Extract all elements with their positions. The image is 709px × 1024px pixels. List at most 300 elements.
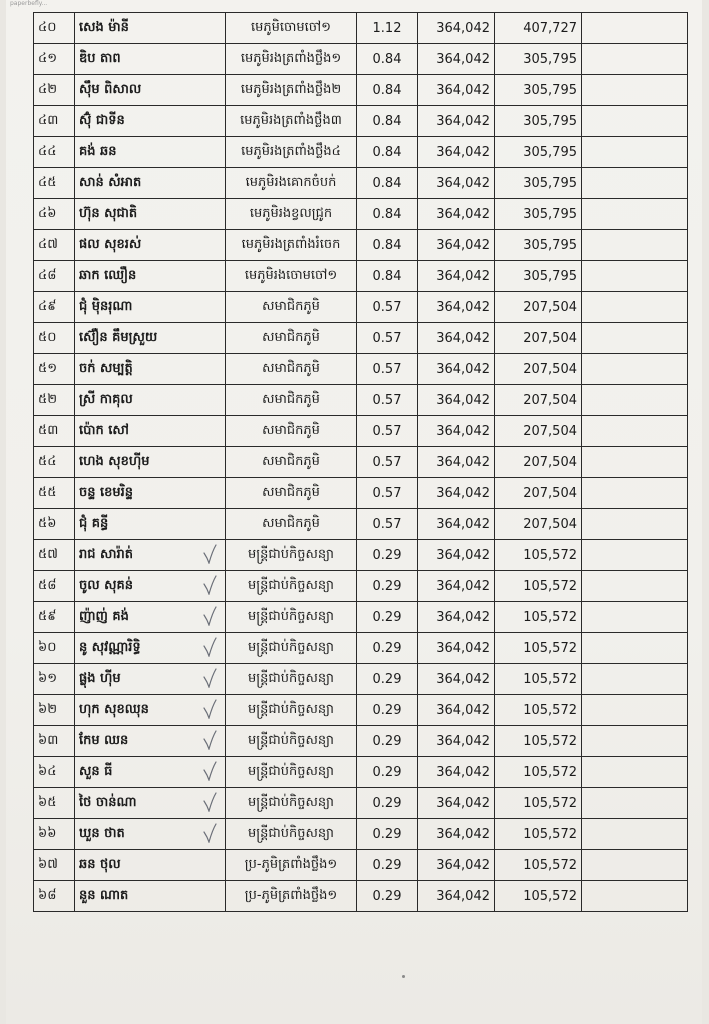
table-row (34, 540, 688, 571)
name-cell (75, 416, 226, 447)
amount-text: 305,795 (523, 237, 577, 253)
base-salary-cell (418, 509, 495, 540)
table-row (34, 695, 688, 726)
name-cell (75, 292, 226, 323)
position-cell (226, 354, 357, 385)
amount-cell (495, 509, 582, 540)
row-number-cell (34, 695, 75, 726)
position-cell (226, 695, 357, 726)
row-number-cell (34, 819, 75, 850)
coefficient-text: 0.57 (372, 392, 402, 408)
table-row (34, 75, 688, 106)
name-text: នួន ណាត (79, 887, 129, 903)
name-text: គង់ ឆន (79, 143, 117, 159)
base-salary-cell (418, 757, 495, 788)
position-cell (226, 757, 357, 788)
table-row (34, 261, 688, 292)
name-text: នូ សុវណ្ណារិទ្ធិ (79, 639, 141, 655)
row-number-cell (34, 137, 75, 168)
base-salary-cell (418, 819, 495, 850)
position-cell (226, 602, 357, 633)
signature-cell (582, 788, 688, 819)
coefficient-text: 0.57 (372, 299, 402, 315)
coefficient-cell (357, 633, 418, 664)
position-text: ប្រ-ភូមិត្រពាំងថ្លឹង១ (244, 856, 338, 872)
signature-cell (582, 385, 688, 416)
coefficient-text: 0.84 (372, 206, 402, 222)
base-salary-cell (418, 478, 495, 509)
position-cell (226, 447, 357, 478)
position-text: សមាជិកភូមិ (262, 453, 320, 469)
table-row (34, 881, 688, 912)
amount-cell (495, 757, 582, 788)
name-cell (75, 230, 226, 261)
name-text: សាន់ សំអាត (79, 174, 142, 190)
name-cell (75, 323, 226, 354)
base-salary-text: 364,042 (436, 392, 490, 408)
handwritten-check-mark-icon (203, 637, 217, 657)
coefficient-cell (357, 292, 418, 323)
position-text: មន្ត្រីជាប់កិច្ចសន្យា (248, 670, 334, 686)
name-cell (75, 106, 226, 137)
position-cell (226, 571, 357, 602)
position-text: សមាជិកភូមិ (262, 422, 320, 438)
coefficient-cell (357, 323, 418, 354)
position-text: មន្ត្រីជាប់កិច្ចសន្យា (248, 732, 334, 748)
base-salary-cell (418, 447, 495, 478)
row-number-text: ៥៧ (38, 546, 58, 562)
base-salary-cell (418, 354, 495, 385)
coefficient-text: 0.84 (372, 144, 402, 160)
row-number-text: ៥៦ (38, 515, 57, 531)
position-text: មន្ត្រីជាប់កិច្ចសន្យា (248, 794, 334, 810)
name-cell (75, 199, 226, 230)
coefficient-text: 0.29 (372, 888, 402, 904)
base-salary-cell (418, 726, 495, 757)
base-salary-text: 364,042 (436, 175, 490, 191)
coefficient-text: 0.57 (372, 330, 402, 346)
name-cell (75, 44, 226, 75)
row-number-text: ៤៨ (38, 267, 57, 283)
amount-cell (495, 633, 582, 664)
base-salary-text: 364,042 (436, 113, 490, 129)
name-text: ផល សុខរស់ (79, 236, 142, 252)
signature-cell (582, 44, 688, 75)
signature-cell (582, 478, 688, 509)
row-number-text: ៦៥ (38, 794, 57, 810)
amount-cell (495, 695, 582, 726)
handwritten-check-mark-icon (203, 575, 217, 595)
signature-cell (582, 633, 688, 664)
table-row (34, 168, 688, 199)
handwritten-check-mark-icon (203, 699, 217, 719)
table-row (34, 199, 688, 230)
row-number-text: ៥១ (38, 360, 58, 376)
coefficient-cell (357, 168, 418, 199)
coefficient-cell (357, 757, 418, 788)
name-text: ស៊ឿន គឹមស្រួយ (79, 329, 158, 345)
table-row (34, 602, 688, 633)
signature-cell (582, 664, 688, 695)
row-number-cell (34, 44, 75, 75)
amount-text: 207,504 (523, 423, 577, 439)
row-number-cell (34, 664, 75, 695)
coefficient-text: 0.57 (372, 454, 402, 470)
coefficient-cell (357, 447, 418, 478)
coefficient-cell (357, 137, 418, 168)
row-number-text: ៥៨ (38, 577, 57, 593)
name-text: ឆន ថុល (79, 856, 121, 872)
base-salary-text: 364,042 (436, 237, 490, 253)
amount-text: 105,572 (523, 640, 577, 656)
signature-cell (582, 416, 688, 447)
coefficient-text: 0.29 (372, 578, 402, 594)
row-number-text: ៤៧ (38, 236, 58, 252)
table-row (34, 509, 688, 540)
position-text: សមាជិកភូមិ (262, 391, 320, 407)
position-text: មេភូមិរងត្រពាំងថ្លឹង១ (240, 50, 342, 66)
position-text: សមាជិកភូមិ (262, 298, 320, 314)
position-cell (226, 788, 357, 819)
amount-text: 305,795 (523, 113, 577, 129)
row-number-text: ៤៩ (38, 298, 57, 314)
position-cell (226, 540, 357, 571)
name-text: កែម ឈន (79, 732, 129, 748)
name-text: ស៊ឹម ពិសាល (79, 81, 142, 97)
base-salary-text: 364,042 (436, 51, 490, 67)
base-salary-text: 364,042 (436, 144, 490, 160)
amount-cell (495, 602, 582, 633)
coefficient-text: 0.29 (372, 733, 402, 749)
position-cell (226, 509, 357, 540)
coefficient-cell (357, 602, 418, 633)
base-salary-text: 364,042 (436, 671, 490, 687)
amount-text: 305,795 (523, 144, 577, 160)
position-text: មន្ត្រីជាប់កិច្ចសន្យា (248, 825, 334, 841)
amount-cell (495, 664, 582, 695)
base-salary-cell (418, 540, 495, 571)
base-salary-text: 364,042 (436, 361, 490, 377)
name-cell (75, 509, 226, 540)
table-row (34, 44, 688, 75)
amount-cell (495, 323, 582, 354)
amount-text: 105,572 (523, 826, 577, 842)
position-text: មេភូមិរងត្រពាំងថ្លឹង៣ (240, 112, 342, 128)
table-row (34, 850, 688, 881)
coefficient-text: 0.84 (372, 113, 402, 129)
signature-cell (582, 726, 688, 757)
amount-text: 207,504 (523, 330, 577, 346)
base-salary-text: 364,042 (436, 423, 490, 439)
base-salary-text: 364,042 (436, 795, 490, 811)
base-salary-text: 364,042 (436, 578, 490, 594)
name-cell (75, 168, 226, 199)
coefficient-text: 0.29 (372, 609, 402, 625)
row-number-text: ៥០ (38, 329, 57, 345)
row-number-text: ៥៤ (38, 453, 57, 469)
handwritten-check-mark-icon (203, 792, 217, 812)
position-cell (226, 230, 357, 261)
row-number-cell (34, 230, 75, 261)
name-text: ចូល សុគន់ (79, 577, 134, 593)
position-text: មេភូមិរងត្រពាំងរំចេក (241, 236, 341, 252)
signature-cell (582, 881, 688, 912)
table-row (34, 819, 688, 850)
amount-cell (495, 199, 582, 230)
position-text: មេភូមិរងចោមចៅ១ (244, 267, 338, 283)
amount-cell (495, 137, 582, 168)
position-cell (226, 44, 357, 75)
amount-text: 305,795 (523, 82, 577, 98)
row-number-text: ៦៤ (38, 763, 57, 779)
row-number-text: ៤០ (38, 19, 57, 35)
coefficient-text: 0.29 (372, 640, 402, 656)
name-cell (75, 664, 226, 695)
coefficient-cell (357, 13, 418, 44)
row-number-cell (34, 726, 75, 757)
row-number-text: ៥៥ (38, 484, 57, 500)
amount-text: 305,795 (523, 268, 577, 284)
base-salary-cell (418, 199, 495, 230)
base-salary-text: 364,042 (436, 547, 490, 563)
signature-cell (582, 602, 688, 633)
coefficient-cell (357, 664, 418, 695)
signature-cell (582, 168, 688, 199)
base-salary-cell (418, 695, 495, 726)
base-salary-cell (418, 602, 495, 633)
table-row (34, 292, 688, 323)
name-cell (75, 13, 226, 44)
coefficient-cell (357, 199, 418, 230)
coefficient-cell (357, 788, 418, 819)
position-text: មេភូមិរងគោកចំបក់ (245, 174, 337, 190)
row-number-cell (34, 633, 75, 664)
signature-cell (582, 261, 688, 292)
position-cell (226, 416, 357, 447)
position-cell (226, 819, 357, 850)
signature-cell (582, 819, 688, 850)
amount-cell (495, 819, 582, 850)
base-salary-text: 364,042 (436, 733, 490, 749)
row-number-text: ៤៦ (38, 205, 57, 221)
base-salary-cell (418, 75, 495, 106)
base-salary-cell (418, 230, 495, 261)
row-number-cell (34, 757, 75, 788)
position-text: មន្ត្រីជាប់កិច្ចសន្យា (248, 701, 334, 717)
name-text: ឆាក ឈឿន (79, 267, 137, 283)
row-number-cell (34, 385, 75, 416)
name-cell (75, 385, 226, 416)
row-number-text: ៦៦ (38, 825, 57, 841)
row-number-cell (34, 354, 75, 385)
amount-text: 207,504 (523, 454, 577, 470)
position-text: មេភូមិចោមចៅ១ (251, 19, 331, 35)
row-number-text: ៦២ (38, 701, 58, 717)
signature-cell (582, 137, 688, 168)
amount-text: 105,572 (523, 888, 577, 904)
row-number-text: ៤២ (38, 81, 58, 97)
name-text: សេង ម៉ានី (79, 19, 129, 35)
row-number-cell (34, 106, 75, 137)
signature-cell (582, 199, 688, 230)
name-text: ឌិប តាព (79, 50, 121, 66)
coefficient-text: 0.84 (372, 175, 402, 191)
signature-cell (582, 540, 688, 571)
base-salary-text: 364,042 (436, 20, 490, 36)
coefficient-cell (357, 106, 418, 137)
row-number-cell (34, 13, 75, 44)
base-salary-cell (418, 385, 495, 416)
position-cell (226, 323, 357, 354)
amount-cell (495, 385, 582, 416)
amount-text: 207,504 (523, 485, 577, 501)
base-salary-cell (418, 664, 495, 695)
name-cell (75, 571, 226, 602)
amount-text: 105,572 (523, 764, 577, 780)
base-salary-cell (418, 788, 495, 819)
coefficient-cell (357, 75, 418, 106)
base-salary-cell (418, 416, 495, 447)
name-text: ស្រី កាគុល (79, 391, 133, 407)
position-cell (226, 633, 357, 664)
name-cell (75, 137, 226, 168)
base-salary-cell (418, 44, 495, 75)
coefficient-text: 0.29 (372, 826, 402, 842)
position-cell (226, 137, 357, 168)
amount-cell (495, 881, 582, 912)
coefficient-cell (357, 850, 418, 881)
name-text: ផ្លុង ហ៊ីម (79, 670, 121, 686)
name-text: ហុក សុខឈុន (79, 701, 149, 717)
position-cell (226, 261, 357, 292)
amount-cell (495, 354, 582, 385)
name-cell (75, 633, 226, 664)
table-row (34, 230, 688, 261)
position-cell (226, 478, 357, 509)
base-salary-text: 364,042 (436, 206, 490, 222)
signature-cell (582, 323, 688, 354)
coefficient-text: 0.84 (372, 82, 402, 98)
base-salary-cell (418, 850, 495, 881)
base-salary-cell (418, 106, 495, 137)
name-text: ស៊ុំ ជាទីន (79, 112, 125, 128)
name-cell (75, 788, 226, 819)
position-text: មន្ត្រីជាប់កិច្ចសន្យា (248, 639, 334, 655)
amount-text: 305,795 (523, 175, 577, 191)
amount-cell (495, 478, 582, 509)
amount-cell (495, 788, 582, 819)
base-salary-cell (418, 633, 495, 664)
position-text: សមាជិកភូមិ (262, 484, 320, 500)
position-text: មន្ត្រីជាប់កិច្ចសន្យា (248, 763, 334, 779)
name-cell (75, 261, 226, 292)
row-number-cell (34, 416, 75, 447)
name-cell (75, 757, 226, 788)
amount-text: 207,504 (523, 516, 577, 532)
row-number-cell (34, 168, 75, 199)
signature-cell (582, 75, 688, 106)
coefficient-text: 0.57 (372, 485, 402, 501)
table-row (34, 726, 688, 757)
row-number-cell (34, 788, 75, 819)
row-number-cell (34, 261, 75, 292)
position-cell (226, 199, 357, 230)
handwritten-check-mark-icon (203, 606, 217, 626)
coefficient-cell (357, 726, 418, 757)
coefficient-cell (357, 416, 418, 447)
table-row (34, 13, 688, 44)
name-text: ប៉ោក សៅ (79, 422, 129, 438)
coefficient-text: 0.84 (372, 237, 402, 253)
position-text: មន្ត្រីជាប់កិច្ចសន្យា (248, 577, 334, 593)
amount-text: 305,795 (523, 206, 577, 222)
table-row (34, 447, 688, 478)
position-text: មេភូមិរងត្រពាំងថ្លឹង៤ (241, 143, 341, 159)
coefficient-cell (357, 261, 418, 292)
position-cell (226, 292, 357, 323)
name-cell (75, 695, 226, 726)
coefficient-text: 0.29 (372, 857, 402, 873)
name-cell (75, 819, 226, 850)
amount-text: 105,572 (523, 795, 577, 811)
signature-cell (582, 230, 688, 261)
row-number-text: ៦៨ (38, 887, 57, 903)
amount-text: 105,572 (523, 671, 577, 687)
row-number-text: ៤៥ (38, 174, 57, 190)
coefficient-cell (357, 478, 418, 509)
row-number-text: ៤៤ (38, 143, 57, 159)
row-number-text: ៥២ (38, 391, 58, 407)
handwritten-check-mark-icon (203, 730, 217, 750)
coefficient-cell (357, 354, 418, 385)
table-row (34, 571, 688, 602)
base-salary-text: 364,042 (436, 485, 490, 501)
row-number-cell (34, 509, 75, 540)
coefficient-text: 0.84 (372, 268, 402, 284)
table-row (34, 757, 688, 788)
amount-text: 105,572 (523, 547, 577, 563)
amount-cell (495, 540, 582, 571)
coefficient-cell (357, 819, 418, 850)
row-number-text: ៥៣ (38, 422, 59, 438)
amount-text: 305,795 (523, 51, 577, 67)
base-salary-text: 364,042 (436, 82, 490, 98)
amount-text: 105,572 (523, 857, 577, 873)
base-salary-cell (418, 571, 495, 602)
signature-cell (582, 850, 688, 881)
amount-cell (495, 44, 582, 75)
base-salary-cell (418, 323, 495, 354)
row-number-text: ៦១ (38, 670, 58, 686)
name-text: ហ៊ុន សុជាតិ (79, 205, 138, 221)
name-cell (75, 447, 226, 478)
base-salary-text: 364,042 (436, 857, 490, 873)
position-text: មន្ត្រីជាប់កិច្ចសន្យា (248, 546, 334, 562)
row-number-cell (34, 881, 75, 912)
amount-cell (495, 13, 582, 44)
amount-cell (495, 850, 582, 881)
row-number-cell (34, 323, 75, 354)
table-row (34, 633, 688, 664)
row-number-cell (34, 292, 75, 323)
coefficient-text: 0.57 (372, 361, 402, 377)
position-cell (226, 881, 357, 912)
position-cell (226, 106, 357, 137)
base-salary-text: 364,042 (436, 299, 490, 315)
salary-table (33, 12, 688, 912)
position-cell (226, 75, 357, 106)
coefficient-cell (357, 230, 418, 261)
